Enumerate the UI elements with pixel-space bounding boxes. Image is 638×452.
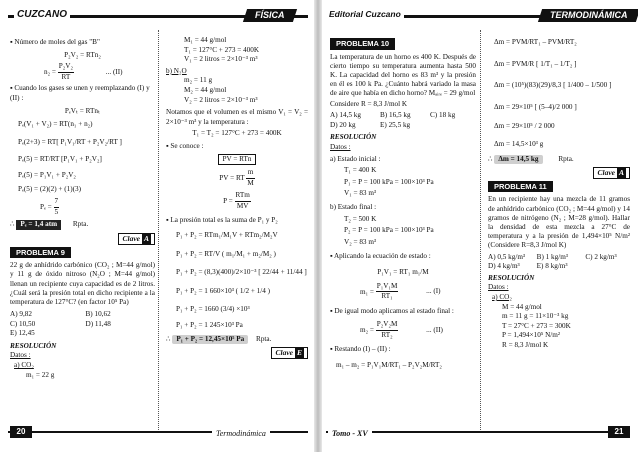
option: D) 11,48: [85, 319, 111, 328]
right-column-2: [488, 38, 630, 351]
brand-logo: Editorial Cuzcano: [326, 9, 404, 19]
footer-title: Tomo - XV: [328, 429, 372, 438]
equation: P₁ = P = 100 kPa = 100×10³ Pa: [344, 177, 434, 186]
equation: Pₑ(V₁ + V₂) = RT(n₁ + n₂): [18, 120, 93, 129]
equation: T₂ = 500 K: [344, 214, 377, 223]
answer-box: Δm = 14,5 kg: [494, 155, 542, 165]
brand-logo: CUZCANO: [14, 9, 70, 20]
formula-box: PV = RTn: [218, 154, 255, 166]
resolution-heading: RESOLUCIÓN: [10, 341, 57, 350]
equation: P₁V₁ = RT₁ m₁/M: [377, 267, 429, 276]
equation: V₁ = 83 m³: [344, 189, 377, 198]
equation: P₁ + P₂ = 1 660×10³ ( 1/2 + 1/4 ): [176, 286, 271, 295]
page-number: 20: [10, 426, 32, 438]
equation: Pₑ = $\frac{7}{5}$: [40, 197, 59, 216]
answer-box: Pₑ = 1,4 atm: [16, 220, 61, 230]
column-divider: [158, 30, 161, 430]
equation: V₁ = 2 litros = 2×10⁻³ m³: [184, 55, 258, 64]
equation: Pₑ(5) = RT/RT [P₁V₁ + P₂V₂]: [18, 155, 102, 164]
equation: V₂ = 2 litros = 2×10⁻³ m³: [184, 95, 258, 104]
equation: Pₑ(5) = (2)(2) + (1)(3): [18, 184, 82, 193]
equation: m₁ – m₂ = P₁V₁M/RT₁ – P₂V₂M/RT₂: [336, 361, 442, 370]
bullet-text: ▪ Cuando los gases se unen y reemplazando (I) y (II) :: [10, 84, 150, 102]
equation: R = 8,3 J/mol K: [502, 340, 549, 349]
answer-options: [330, 111, 476, 130]
problem-text: 22 g de anhídrido carbónico (CO₂ ; M=44 g/mol) y 11 g de óxido nitroso (N₂O ; M=44 g/mol) llenan un recipiente cuya capacidad es de 2 litros. ¿Cuál será la presión total en dicho recipiente a la temperatura de 127°C? (en factor 10⁵ Pa): [10, 261, 155, 306]
right-page: [320, 0, 638, 452]
item-label: a) Estado inicial :: [330, 154, 381, 163]
left-page: [0, 0, 316, 452]
option: C) 2 kg/m³: [585, 252, 617, 261]
section-tag: FÍSICA: [243, 9, 297, 22]
equation: Δm = PVM/RT₁ – PVM/RT₂: [494, 38, 577, 46]
equation: m₂ = $\frac{\text{P₂V₂M}}{\text{RT₂}}$ ... (II): [360, 320, 443, 339]
problem-text: La temperatura de un horno es 400 K. Después de cierto tiempo su temperatura aumenta hasta 500 K. La capacidad del horno es 83 m³ y la presión en él es 100 k Pa. ¿Cuánto habrá variado la masa de aire que había en dicho horno? Mₐᵢᵣₑ = 29 g/mol: [330, 52, 476, 98]
equation: P₂ = P = 100 kPa = 100×10³ Pa: [344, 226, 434, 235]
equation: M = 44 g/mol: [502, 302, 542, 311]
equation: T₁ = T₂ = 127°C + 273 = 400K: [192, 129, 282, 138]
option: A) 14,5 kg: [330, 111, 361, 120]
equation: Pₑ(2+3) = RT[ P₁V₁/RT + P₂V₂/RT ]: [18, 137, 122, 146]
problem-text: En un recipiente hay una mezcla de 11 gramos de anhídrido carbónico (CO₂ ; M=44 g/mol) y 14 gramos de nitrógeno (N₂ ; M=28 g/mol). Hallar la densidad de esta mezcla a 27°C de temperatura y a la presión de 1,494×10⁵ N/m² (Considere R=8,3 J/mol K): [488, 195, 630, 250]
equation: P = $\frac{\text{RTm}}{MV}$: [223, 191, 250, 210]
data-heading: Datos :: [10, 351, 31, 360]
clave-badge: Clave E: [271, 347, 308, 359]
option: B) 10,62: [85, 310, 111, 319]
paragraph: Notamos que el volumen es el mismo V₁ = V₂ = 2×10⁻³ m³ y la temperatura :: [166, 108, 308, 126]
equation: Δm = (10⁵)(83)(29)/8,3 [ 1/400 – 1/500 ]: [494, 81, 612, 90]
equation: P₁ + P₂ = (8,3)(400)/2×10⁻³ [ 22/44 + 11/44 ]: [176, 268, 307, 277]
equation: P₁ + P₂ = RTm₁/M₁V + RTm₂/M₂V: [176, 231, 278, 240]
resolution-heading: RESOLUCIÓN: [488, 273, 535, 282]
equation: n₂ = $\frac{\text{P₂V₂}}{RT}$ ... (II): [44, 62, 123, 81]
item-label: b) Estado final :: [330, 202, 377, 211]
bullet-text: ▪ La presión total es la suma de P₁ y P₂: [166, 215, 278, 224]
equation: M₁ = 44 g/mol: [184, 36, 227, 44]
equation: m = 11 g = 11×10⁻³ kg: [502, 312, 569, 321]
resolution-heading: RESOLUCIÓN: [330, 133, 377, 142]
equation: M₂ = 44 g/mol: [184, 85, 227, 94]
left-column-2: [166, 36, 308, 359]
page-number: 21: [608, 426, 630, 438]
equation: P₁ + P₂ = 1 245×10³ Pa: [176, 321, 243, 330]
equation: Δm = 29×10⁵ / 2 000: [494, 122, 555, 131]
answer-options: [488, 253, 630, 272]
option: A) 0,5 kg/m³: [488, 252, 526, 261]
clave-badge: Clave A: [593, 167, 630, 179]
equation: T = 27°C + 273 = 300K: [502, 321, 571, 330]
option: D) 4 kg/m³: [488, 262, 520, 271]
equation: Δm = 29×10⁵ [ (5–4)/2 000 ]: [494, 102, 577, 111]
equation: P₁ + P₂ = RT/V ( m₁/M₁ + m₂/M₂ ): [176, 249, 276, 258]
equation: P = 1,494×10⁵ N/m²: [502, 331, 561, 340]
problem-heading: PROBLEMA 11: [488, 181, 553, 193]
item-label: b) N₂O: [166, 66, 187, 75]
problem-heading: PROBLEMA 10: [330, 38, 395, 50]
item-label: a) CO₂: [492, 292, 512, 301]
option: A) 9,82: [10, 310, 32, 319]
column-divider: [480, 30, 483, 430]
left-column-1: [10, 38, 155, 380]
footer-title: Termodinámica: [212, 429, 270, 438]
answer-line: ∴ Δm = 14,5 kg Rpta.: [488, 154, 574, 163]
equation: PV = RT $\frac{m}{M}$: [219, 168, 254, 187]
equation: m₁ = $\frac{\text{P₁V₁M}}{\text{RT₁}}$ ... (I): [360, 281, 441, 301]
right-column-1: [330, 36, 476, 371]
answer-line: ∴ Pₑ = 1,4 atm Rpta.: [10, 220, 89, 229]
problem-note: Considere R = 8,3 J/mol K: [330, 99, 408, 108]
item-label: a) CO₂: [14, 361, 34, 370]
equation: P₁ + P₂ = 1660 (3/4) ×10³: [176, 305, 250, 314]
equation: Pₑ(5) = P₁V₁ + P₂V₂: [18, 170, 76, 179]
problem-heading: PROBLEMA 9: [10, 247, 71, 259]
equation: T₁ = 127°C + 273 = 400K: [184, 45, 260, 54]
bullet-text: ▪ Se conoce :: [166, 141, 204, 150]
equation: PₑVₜ = RTnₜ: [64, 106, 101, 115]
data-heading: Datos :: [330, 142, 351, 151]
option: B) 1 kg/m³: [536, 252, 568, 261]
equation: V₂ = 83 m³: [344, 237, 377, 246]
equation: T₁ = 400 K: [344, 166, 377, 175]
bullet-text: ▪ Restando (I) – (II) :: [330, 345, 391, 354]
equation: Δm = 14,5×10³ g: [494, 139, 544, 148]
option: C) 10,50: [10, 319, 36, 328]
answer-line: ∴ P₁ + P₂ = 12,45×10⁵ Pa Rpta.: [166, 334, 272, 343]
bullet-text: ▪ Número de moles del gas "B": [10, 38, 100, 46]
equation: m₁ = 22 g: [26, 370, 55, 379]
option: E) 25,5 kg: [380, 120, 411, 129]
answer-box: P₁ + P₂ = 12,45×10⁵ Pa: [172, 335, 248, 345]
clave-badge: Clave A: [118, 233, 155, 245]
answer-options: [10, 310, 155, 339]
option: D) 20 kg: [330, 120, 356, 129]
equation: m₂ = 11 g: [184, 76, 213, 85]
equation: P₂V₂ = RTn₂: [64, 50, 101, 59]
data-heading: Datos :: [488, 283, 509, 292]
option: C) 18 kg: [430, 111, 456, 120]
bullet-text: ▪ De igual modo aplicamos al estado final :: [330, 306, 454, 315]
equation: Δm = PVM/R [ 1/T₁ – 1/T₂ ]: [494, 59, 577, 68]
option: E) 12,45: [10, 329, 35, 338]
bullet-text: ▪ Aplicando la ecuación de estado :: [330, 252, 431, 261]
option: E) 8 kg/m³: [536, 262, 568, 271]
option: B) 16,5 kg: [380, 111, 411, 120]
section-tag: TERMODINÁMICA: [538, 9, 638, 22]
